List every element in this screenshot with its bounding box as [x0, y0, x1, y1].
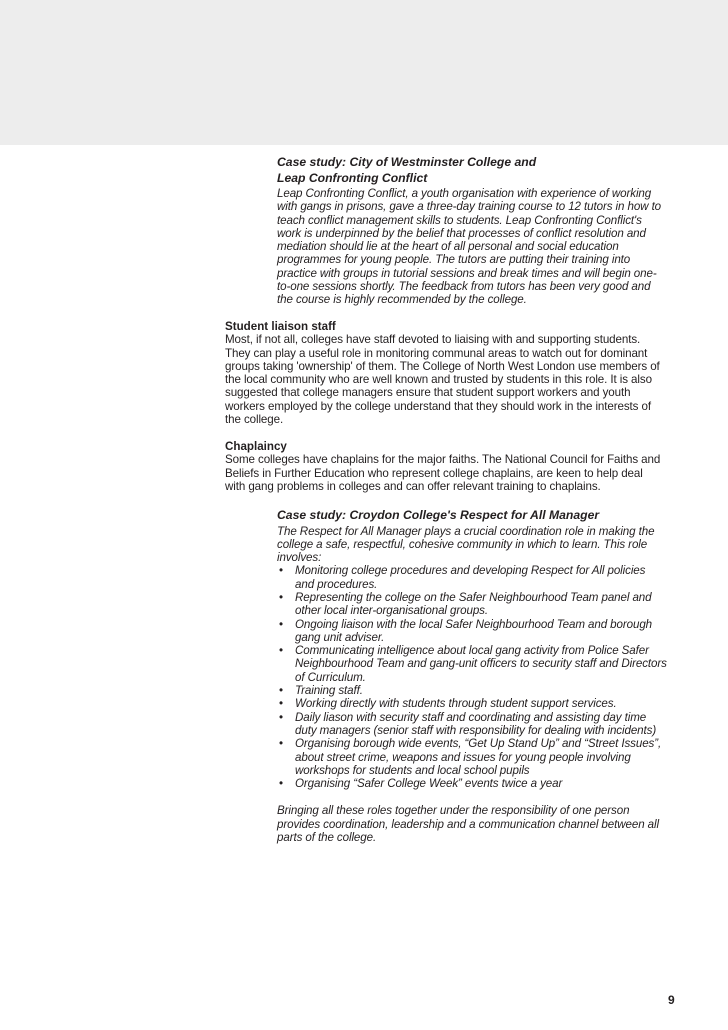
page-number: 9	[668, 993, 675, 1007]
bullet-icon: •	[279, 590, 283, 604]
case-study-title	[277, 155, 667, 186]
bullet-icon: •	[279, 564, 283, 578]
list-item	[277, 777, 667, 790]
bullet-icon: •	[279, 697, 283, 711]
bullet-icon: •	[279, 684, 283, 698]
list-item	[277, 711, 667, 738]
list-item	[277, 591, 667, 618]
list-item-text: Organising borough wide events, “Get Up Stand Up” and “Street Issues”, about street crime, weapons and issues for young people involving workshops for students and local school pupils	[295, 737, 662, 777]
section-heading: Student liaison staff	[225, 320, 336, 333]
section-body: Most, if not all, colleges have staff devoted to liaising with and supporting students. They can play a useful role in monitoring communal areas to watch out for dominant groups taking 'ownership' of them. The College of North West London use members of the local community who are well known and trusted by students in this role. It is also suggested that college managers ensure that student support workers and youth workers employed by the college understand that they should work in the interests of the college.	[225, 333, 660, 427]
case-study-closing: Bringing all these roles together under the responsibility of one person provides coordination, leadership and a communication channel between all parts of the college.	[277, 804, 659, 845]
page-header-band	[0, 0, 728, 145]
list-item-text: Representing the college on the Safer Neighbourhood Team panel and other local inter-organisational groups.	[295, 590, 652, 618]
case-study-title: Case study: Croydon College's Respect for All Manager	[277, 508, 600, 522]
case-study-title-line2: Leap Confronting Conflict	[277, 170, 428, 185]
case-study-body: Leap Confronting Conflict, a youth organisation with experience of working with gangs in prisons, gave a three-day training course to 12 tutors in how to teach conflict management skills to students. Leap Confronting Conflict's work is underpinned by the belief that processes of conflict resolution and mediation should lie at the heart of all personal and social education programmes for young people. The tutors are putting their training into practice with groups in tutorial sessions and break times and will begin one-to-one sessions shortly. The feedback from tutors has been very good and the course is highly recommended by the college.	[277, 187, 662, 307]
list-item	[277, 644, 667, 684]
list-item	[277, 697, 667, 710]
list-item-text: Daily liason with security staff and coordinating and assisting day time duty managers (senior staff with responsibility for dealing with incidents)	[295, 710, 657, 737]
case-study-intro: The Respect for All Manager plays a crucial coordination role in making the college a safe, respectful, cohesive community in which to learn. This role involves:	[277, 524, 655, 565]
list-item-text: Organising “Safer College Week” events twice a year	[295, 777, 563, 791]
list-item-text: Monitoring college procedures and developing Respect for All policies and procedures.	[295, 564, 646, 591]
bullet-icon: •	[279, 777, 283, 791]
section-student-liaison	[225, 320, 665, 426]
role-list	[277, 564, 667, 790]
list-item	[277, 564, 667, 591]
list-item	[277, 684, 667, 697]
list-item	[277, 618, 667, 645]
list-item-text: Ongoing liaison with the local Safer Neighbourhood Team and borough gang unit adviser.	[295, 617, 653, 644]
section-chaplaincy	[225, 440, 665, 493]
section-body: Some colleges have chaplains for the major faiths. The National Council for Faiths and Beliefs in Further Education who represent college chaplains, are keen to help deal with gang problems in colleges and can offer relevant training to chaplains.	[225, 453, 661, 493]
bullet-icon: •	[279, 617, 283, 631]
list-item-text: Training staff.	[295, 684, 363, 698]
case-study-title-line1: Case study: City of Westminster College and	[277, 155, 537, 169]
list-item	[277, 737, 667, 777]
bullet-icon: •	[279, 644, 283, 658]
list-item-text: Working directly with students through student support services.	[295, 697, 617, 711]
section-heading: Chaplaincy	[225, 440, 287, 453]
bullet-icon: •	[279, 737, 283, 751]
case-study-croydon	[277, 508, 667, 844]
list-item-text: Communicating intelligence about local gang activity from Police Safer Neighbourhood Team and gang-unit officers to security staff and Directors of Curriculum.	[295, 644, 667, 684]
bullet-icon: •	[279, 710, 283, 724]
case-study-westminster	[277, 155, 667, 307]
